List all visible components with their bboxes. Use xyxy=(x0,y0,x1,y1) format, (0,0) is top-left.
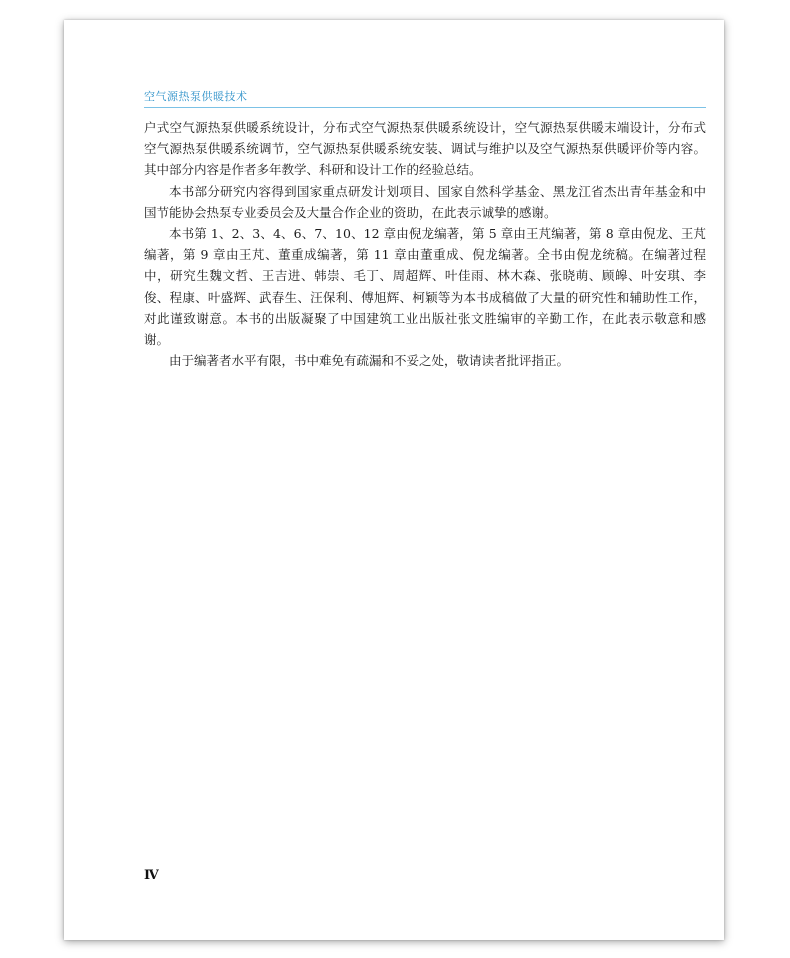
body-text xyxy=(144,117,706,371)
header-divider xyxy=(144,107,706,108)
paragraph-closing-note: 由于编著者水平有限，书中难免有疏漏和不妥之处，敬请读者批评指正。 xyxy=(169,353,570,369)
paragraph-continued: 户式空气源热泵供暖系统设计，分布式空气源热泵供暖系统设计，空气源热泵供暖末端设计，分布式空气源热泵供暖系统调节，空气源热泵供暖系统安装、调试与维护以及空气源热泵供暖评价等内容。其中部分内容是作者多年教学、科研和设计工作的经验总结。 xyxy=(144,120,706,178)
paragraph-funding-acknowledgement: 本书部分研究内容得到国家重点研发计划项目、国家自然科学基金、黑龙江省杰出青年基金和中国节能协会热泵专业委员会及大量合作企业的资助，在此表示诚挚的感谢。 xyxy=(144,183,706,220)
page-number: Ⅳ xyxy=(144,868,159,883)
running-header-title: 空气源热泵供暖技术 xyxy=(144,90,248,103)
paragraph-authorship-acknowledgement: 本书第 1、2、3、4、6、7、10、12 章由倪龙编著，第 5 章由王芃编著，第 8 章由倪龙、王芃编著，第 9 章由王芃、董重成编著，第 11 章由董重成、倪龙编著。全书由倪龙统稿。在编著过程中，研究生魏文哲、王吉进、韩崇、毛丁、周超辉、叶佳雨、林木森、张晓萌、顾皞、叶安琪、李俊、程康、叶盛辉、武春生、汪保利、傅旭辉、柯颖等为本书成稿做了大量的研究性和辅助性工作，对此谨致谢意。本书的出版凝聚了中国建筑工业出版社张文胜编审的辛勤工作，在此表示敬意和感谢。 xyxy=(144,226,706,348)
book-page xyxy=(64,20,724,940)
